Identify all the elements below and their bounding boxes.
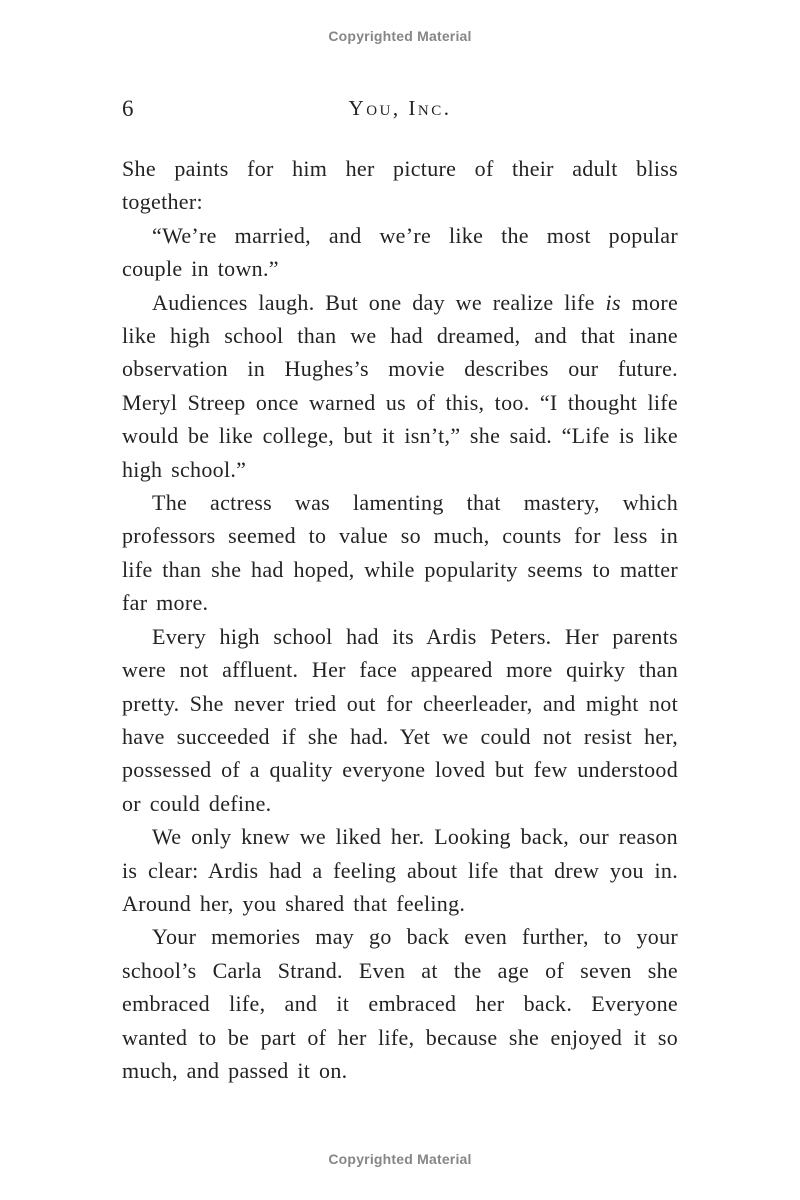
paragraph-2: “We’re married, and we’re like the most popular couple in town.” — [122, 222, 678, 282]
copyright-notice-bottom: Copyrighted Material — [328, 1151, 472, 1167]
paragraph-3 — [122, 286, 678, 486]
paragraph-5: Every high school had its Ardis Peters. Her parents were not affluent. Her face appeared more quirky than pretty. She never tried out for cheerleader, and might not have succeeded if she had. Yet we could not resist her, possessed of a quality everyone loved but few understood or could define. — [122, 623, 678, 816]
running-head — [122, 96, 678, 126]
running-title: You, Inc. — [348, 96, 452, 120]
body-text — [122, 152, 678, 1087]
paragraph-3-italic-word: is — [605, 289, 621, 315]
copyright-notice-top: Copyrighted Material — [328, 28, 472, 44]
paragraph-3-post: more like high school than we had dreamed, and that inane observation in Hughes’s movie describes our future. Meryl Streep once warned us of this, too. “I thought life would be like college, but it isn’t,” she said. “Life is like high school.” — [122, 289, 679, 482]
paragraph-1: She paints for him her picture of their adult bliss together: — [122, 156, 678, 215]
paragraph-6: We only knew we liked her. Looking back, our reason is clear: Ardis had a feeling about life that drew you in. Around her, you shared that feeling. — [122, 824, 678, 916]
paragraph-4: The actress was lamenting that mastery, which professors seemed to value so much, counts for less in life than she had hoped, while popularity seems to matter far more. — [122, 490, 678, 616]
paragraph-7: Your memories may go back even further, to your school’s Carla Strand. Even at the age of seven she embraced life, and it embraced her back. Everyone wanted to be part of her life, because she enjoyed it so much, and passed it on. — [122, 924, 678, 1083]
paragraph-3-pre: Audiences laugh. But one day we realize life — [152, 289, 606, 315]
page-number: 6 — [122, 96, 134, 121]
